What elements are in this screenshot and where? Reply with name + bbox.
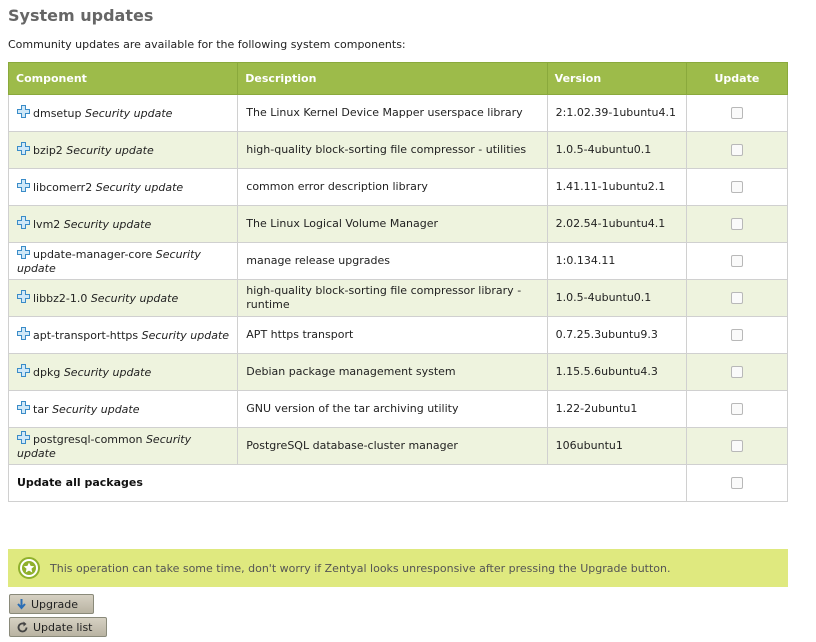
update-all-checkbox[interactable]: [731, 477, 743, 489]
star-icon: [18, 557, 40, 579]
component-cell: [9, 354, 238, 391]
table-row: [9, 243, 788, 280]
component-cell: [9, 243, 238, 280]
description-cell: manage release upgrades: [238, 243, 547, 280]
version-cell: 1.22-2ubuntu1: [547, 391, 686, 428]
security-tag: Security update: [63, 366, 152, 379]
update-all-text: Update all packages: [17, 476, 143, 489]
description-cell: The Linux Kernel Device Mapper userspace library: [238, 95, 547, 132]
update-cell: [686, 132, 787, 169]
version-cell: 1.0.5-4ubuntu0.1: [547, 280, 686, 317]
update-cell: [686, 280, 787, 317]
plus-icon[interactable]: [17, 327, 30, 340]
component-cell: [9, 280, 238, 317]
table-row: [9, 132, 788, 169]
plus-icon[interactable]: [17, 105, 30, 118]
update-checkbox[interactable]: [731, 292, 743, 304]
update-checkbox[interactable]: [731, 107, 743, 119]
table-row: [9, 280, 788, 317]
component-name: tar: [33, 403, 49, 416]
version-cell: 1.0.5-4ubuntu0.1: [547, 132, 686, 169]
page-title: System updates: [8, 6, 154, 25]
component-name: update-manager-core: [33, 248, 153, 261]
table-row: [9, 95, 788, 132]
component-name: libbz2-1.0: [33, 292, 88, 305]
plus-icon[interactable]: [17, 401, 30, 414]
component-cell: [9, 132, 238, 169]
component-name: libcomerr2: [33, 181, 93, 194]
plus-icon[interactable]: [17, 179, 30, 192]
update-cell: [686, 169, 787, 206]
table-header-row: [9, 63, 788, 95]
description-cell: PostgreSQL database-cluster manager: [238, 428, 547, 465]
table-row: [9, 391, 788, 428]
plus-icon[interactable]: [17, 431, 30, 444]
security-tag: Security update: [95, 181, 184, 194]
update-checkbox[interactable]: [731, 181, 743, 193]
component-cell: [9, 317, 238, 354]
update-cell: [686, 243, 787, 280]
security-tag: Security update: [17, 248, 201, 275]
version-cell: 0.7.25.3ubuntu9.3: [547, 317, 686, 354]
update-all-row: [9, 465, 788, 502]
component-name: postgresql-common: [33, 433, 143, 446]
arrow-down-icon: [16, 598, 27, 610]
table-row: [9, 354, 788, 391]
update-cell: [686, 428, 787, 465]
security-tag: Security update: [66, 144, 154, 157]
update-checkbox[interactable]: [731, 255, 743, 267]
version-cell: 1.41.11-1ubuntu2.1: [547, 169, 686, 206]
intro-text: Community updates are available for the following system components:: [8, 38, 406, 51]
update-all-cell: [686, 465, 787, 502]
table-row: [9, 169, 788, 206]
component-cell: [9, 206, 238, 243]
update-list-button[interactable]: [9, 617, 107, 637]
info-note: [8, 549, 788, 587]
description-cell: The Linux Logical Volume Manager: [238, 206, 547, 243]
table-row: [9, 206, 788, 243]
component-name: dpkg: [33, 366, 61, 379]
description-cell: APT https transport: [238, 317, 547, 354]
version-cell: 106ubuntu1: [547, 428, 686, 465]
description-cell: GNU version of the tar archiving utility: [238, 391, 547, 428]
update-checkbox[interactable]: [731, 329, 743, 341]
update-checkbox[interactable]: [731, 144, 743, 156]
version-cell: 1:0.134.11: [547, 243, 686, 280]
header-update: Update: [686, 63, 787, 95]
header-component: Component: [9, 63, 238, 95]
version-cell: 2:1.02.39-1ubuntu4.1: [547, 95, 686, 132]
header-version: Version: [547, 63, 686, 95]
update-checkbox[interactable]: [731, 218, 743, 230]
refresh-icon: [16, 621, 29, 634]
upgrade-label: Upgrade: [31, 597, 79, 611]
update-all-label: [9, 465, 687, 502]
plus-icon[interactable]: [17, 216, 30, 229]
update-cell: [686, 95, 787, 132]
security-tag: Security update: [63, 218, 152, 231]
version-cell: 2.02.54-1ubuntu4.1: [547, 206, 686, 243]
update-cell: [686, 206, 787, 243]
table-row: [9, 428, 788, 465]
component-cell: [9, 428, 238, 465]
component-cell: [9, 169, 238, 206]
update-checkbox[interactable]: [731, 440, 743, 452]
security-tag: Security update: [17, 433, 192, 460]
component-name: apt-transport-https: [33, 329, 139, 342]
update-cell: [686, 317, 787, 354]
security-tag: Security update: [52, 403, 140, 416]
table-row: [9, 317, 788, 354]
description-cell: common error description library: [238, 169, 547, 206]
component-cell: [9, 391, 238, 428]
updates-table: [8, 62, 788, 502]
update-checkbox[interactable]: [731, 403, 743, 415]
update-cell: [686, 391, 787, 428]
update-cell: [686, 354, 787, 391]
component-name: dmsetup: [33, 107, 82, 120]
security-tag: Security update: [84, 107, 173, 120]
plus-icon[interactable]: [17, 142, 30, 155]
component-name: lvm2: [33, 218, 61, 231]
plus-icon[interactable]: [17, 364, 30, 377]
security-tag: Security update: [90, 292, 179, 305]
security-tag: Security update: [141, 329, 230, 342]
component-name: bzip2: [33, 144, 63, 157]
plus-icon[interactable]: [17, 290, 30, 303]
update-list-label: Update list: [33, 620, 93, 634]
version-cell: 1.15.5.6ubuntu4.3: [547, 354, 686, 391]
component-cell: [9, 95, 238, 132]
note-text: This operation can take some time, don't worry if Zentyal looks unresponsive after pressing the Upgrade button.: [50, 561, 671, 575]
description-cell: high-quality block-sorting file compressor library - runtime: [238, 280, 547, 317]
plus-icon[interactable]: [17, 246, 30, 259]
header-description: Description: [238, 63, 547, 95]
upgrade-button[interactable]: [9, 594, 94, 614]
description-cell: Debian package management system: [238, 354, 547, 391]
description-cell: high-quality block-sorting file compressor - utilities: [238, 132, 547, 169]
update-checkbox[interactable]: [731, 366, 743, 378]
